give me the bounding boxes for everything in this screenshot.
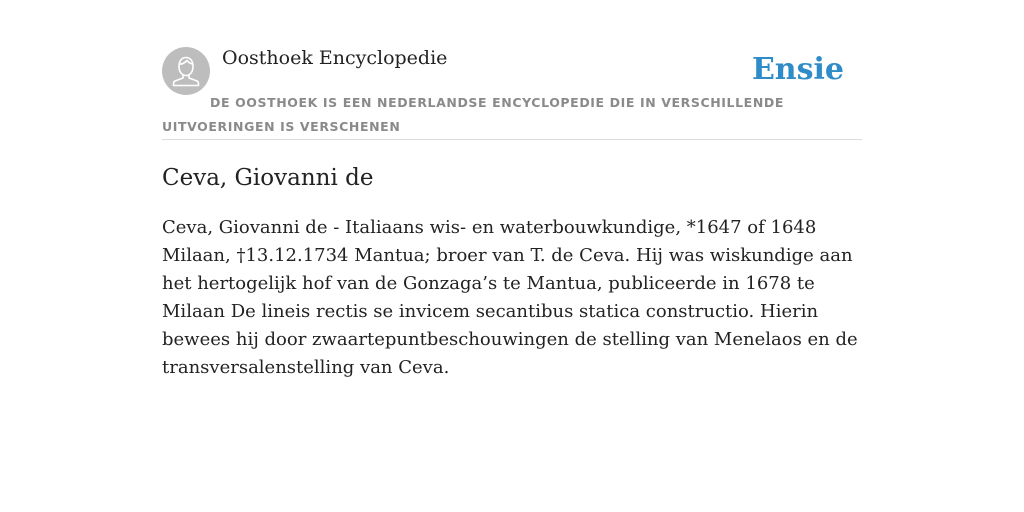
- source-tagline: DE OOSTHOEK IS EEN NEDERLANDSE ENCYCLOPEDIE DIE IN VERSCHILLENDE UITVOERINGEN IS VERSCHENEN: [162, 95, 784, 134]
- article-body: Ceva, Giovanni de - Italiaans wis- en waterbouwkundige, *1647 of 1648 Milaan, †13.12.1734 Mantua; broer van T. de Ceva. Hij was wiskundige aan het hertogelijk hof van de Gonzaga’s te Mantua, publiceerde in 1678 te Milaan De lineis rectis se invicem secantibus statica constructio. Hierin bewees hij door zwaartepuntbeschouwingen de stelling van Menelaos en de transversalenstelling van Ceva.: [162, 217, 858, 378]
- ensie-logo-link[interactable]: Ensie: [751, 52, 844, 87]
- article-title: Ceva, Giovanni de: [162, 165, 374, 191]
- page-header: [162, 46, 862, 140]
- source-name-link[interactable]: Oosthoek Encyclopedie: [222, 47, 448, 69]
- article: [162, 162, 866, 382]
- user-avatar-icon: [162, 47, 210, 95]
- source-avatar[interactable]: [162, 47, 210, 95]
